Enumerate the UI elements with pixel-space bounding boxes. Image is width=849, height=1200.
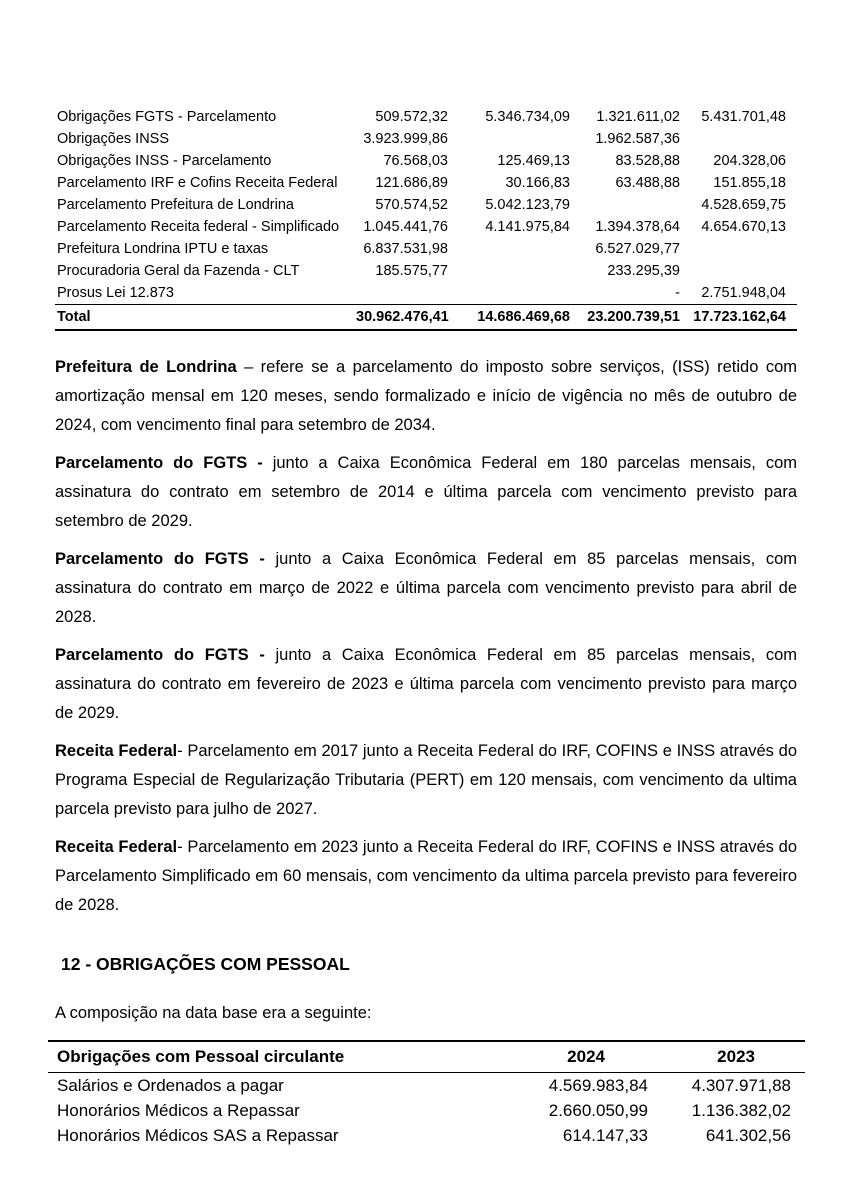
cell-value: 1.962.587,36 [595,131,680,147]
column-header-2024: 2024 [457,1041,650,1073]
total-value: 17.723.162,64 [691,305,797,331]
cell-value [459,128,581,150]
pessoal-table [48,1040,805,1148]
cell-value: 641.302,56 [705,1125,791,1145]
cell-value: 4.307.971,88 [691,1075,791,1095]
row-label: Parcelamento Prefeitura de Londrina [57,197,294,213]
table-header-row [48,1041,805,1073]
table-row [48,1098,805,1123]
row-label: Obrigações INSS [57,131,170,147]
row-label: Salários e Ordenados a pagar [57,1075,284,1095]
paragraph-lead: Receita Federal [55,838,178,856]
cell-value: 233.295,39 [607,263,680,279]
paragraph-prefeitura-londrina [55,353,797,440]
row-label: Honorários Médicos a Repassar [57,1100,300,1120]
table-row [55,216,797,238]
paragraph-body: - Parcelamento em 2017 junto a Receita Federal do IRF, COFINS e INSS através do Programa Especial de Regularização Tributaria (PERT) em 120 mensais, com vencimento da ultima parcela previsto para julho de 2027. [55,742,797,818]
paragraph-fgts-85-2022 [55,545,797,632]
row-label: Parcelamento Receita federal - Simplificado [57,219,340,235]
total-label: Total [55,305,356,331]
paragraph-lead: Receita Federal [55,742,178,760]
table-row [55,282,797,305]
paragraph-lead: Parcelamento do FGTS - [55,646,265,664]
table-row [55,128,797,150]
cell-value: 5.346.734,09 [485,109,570,125]
cell-value: 30.166,83 [505,175,570,191]
table-row [48,1073,805,1099]
cell-value: 2.660.050,99 [548,1100,648,1120]
cell-value: 4.654.670,13 [701,219,786,235]
cell-value: 76.568,03 [383,153,448,169]
column-header: Obrigações com Pessoal circulante [48,1041,457,1073]
paragraph-lead: Prefeitura de Londrina [55,358,237,376]
section-heading: 12 - OBRIGAÇÕES COM PESSOAL [61,954,350,974]
row-label: Parcelamento IRF e Cofins Receita Federal [57,175,338,191]
cell-value: 83.528,88 [615,153,680,169]
cell-value: 5.431.701,48 [701,109,786,125]
cell-value: 2.751.948,04 [701,285,786,301]
cell-value [691,128,797,150]
table-row [55,106,797,128]
paragraph-receita-federal-2023 [55,833,797,920]
cell-value: 1.394.378,64 [595,219,680,235]
cell-value [691,260,797,282]
row-label: Obrigações FGTS - Parcelamento [57,109,277,125]
cell-value [356,282,459,305]
paragraph-body: - Parcelamento em 2023 junto a Receita Federal do IRF, COFINS e INSS através do Parcelamento Simplificado em 60 mensais, com vencimento da ultima parcela previsto para fevereiro de 2028. [55,838,797,914]
paragraph-lead: Parcelamento do FGTS - [55,550,265,568]
paragraph-body: – refere se a parcelamento do imposto sobre serviços, (ISS) retido com amortização mensal em 120 meses, sendo formalizado e início de vigência no mês de outubro de 2024, com vencimento final para setembro de 2034. [55,358,797,434]
table-row [48,1123,805,1148]
intro-text: A composição na data base era a seguinte: [55,1004,372,1022]
cell-value: 570.574,52 [375,197,448,213]
cell-value: 614.147,33 [562,1125,648,1145]
cell-value: 125.469,13 [497,153,570,169]
parcelamento-table [55,106,797,331]
paragraph-body: junto a Caixa Econômica Federal em 85 parcelas mensais, com assinatura do contrato em março de 2022 e última parcela com vencimento previsto para abril de 2028. [55,550,798,626]
paragraph-lead: Parcelamento do FGTS - [55,454,263,472]
cell-value [459,238,581,260]
cell-value: 4.528.659,75 [701,197,786,213]
cell-value: 4.141.975,84 [485,219,570,235]
cell-value: - [675,285,680,301]
cell-value [459,282,581,305]
cell-value: 6.527.029,77 [595,241,680,257]
paragraph-fgts-85-2023 [55,641,797,728]
cell-value: 4.569.983,84 [548,1075,648,1095]
table-row [55,172,797,194]
cell-value: 5.042.123,79 [485,197,570,213]
table-total-row [55,305,797,331]
paragraph-body: junto a Caixa Econômica Federal em 180 parcelas mensais, com assinatura do contrato em setembro de 2014 e última parcela com vencimento previsto para setembro de 2029. [55,454,797,530]
total-value: 30.962.476,41 [356,305,459,331]
paragraph-body: junto a Caixa Econômica Federal em 85 parcelas mensais, com assinatura do contrato em fevereiro de 2023 e última parcela com vencimento previsto para março de 2029. [55,646,798,722]
table-row [55,238,797,260]
total-value: 23.200.739,51 [581,305,691,331]
cell-value: 509.572,32 [375,109,448,125]
column-header-2023: 2023 [650,1041,805,1073]
cell-value: 121.686,89 [375,175,448,191]
row-label: Prosus Lei 12.873 [57,285,174,301]
table-row [55,194,797,216]
cell-value: 3.923.999,86 [363,131,448,147]
row-label: Honorários Médicos SAS a Repassar [57,1125,339,1145]
cell-value [691,238,797,260]
row-label: Obrigações INSS - Parcelamento [57,153,272,169]
row-label: Procuradoria Geral da Fazenda - CLT [57,263,300,279]
table-row [55,260,797,282]
cell-value: 1.321.611,02 [596,109,680,125]
cell-value [459,260,581,282]
paragraph-fgts-180 [55,449,797,536]
cell-value: 1.136.382,02 [691,1100,791,1120]
cell-value: 1.045.441,76 [363,219,448,235]
cell-value: 151.855,18 [713,175,786,191]
total-value: 14.686.469,68 [459,305,581,331]
paragraph-receita-federal-2017 [55,737,797,824]
cell-value: 6.837.531,98 [363,241,448,257]
row-label: Prefeitura Londrina IPTU e taxas [57,241,269,257]
cell-value: 63.488,88 [615,175,680,191]
cell-value: 185.575,77 [375,263,448,279]
cell-value [581,194,691,216]
cell-value: 204.328,06 [713,153,786,169]
table-row [55,150,797,172]
